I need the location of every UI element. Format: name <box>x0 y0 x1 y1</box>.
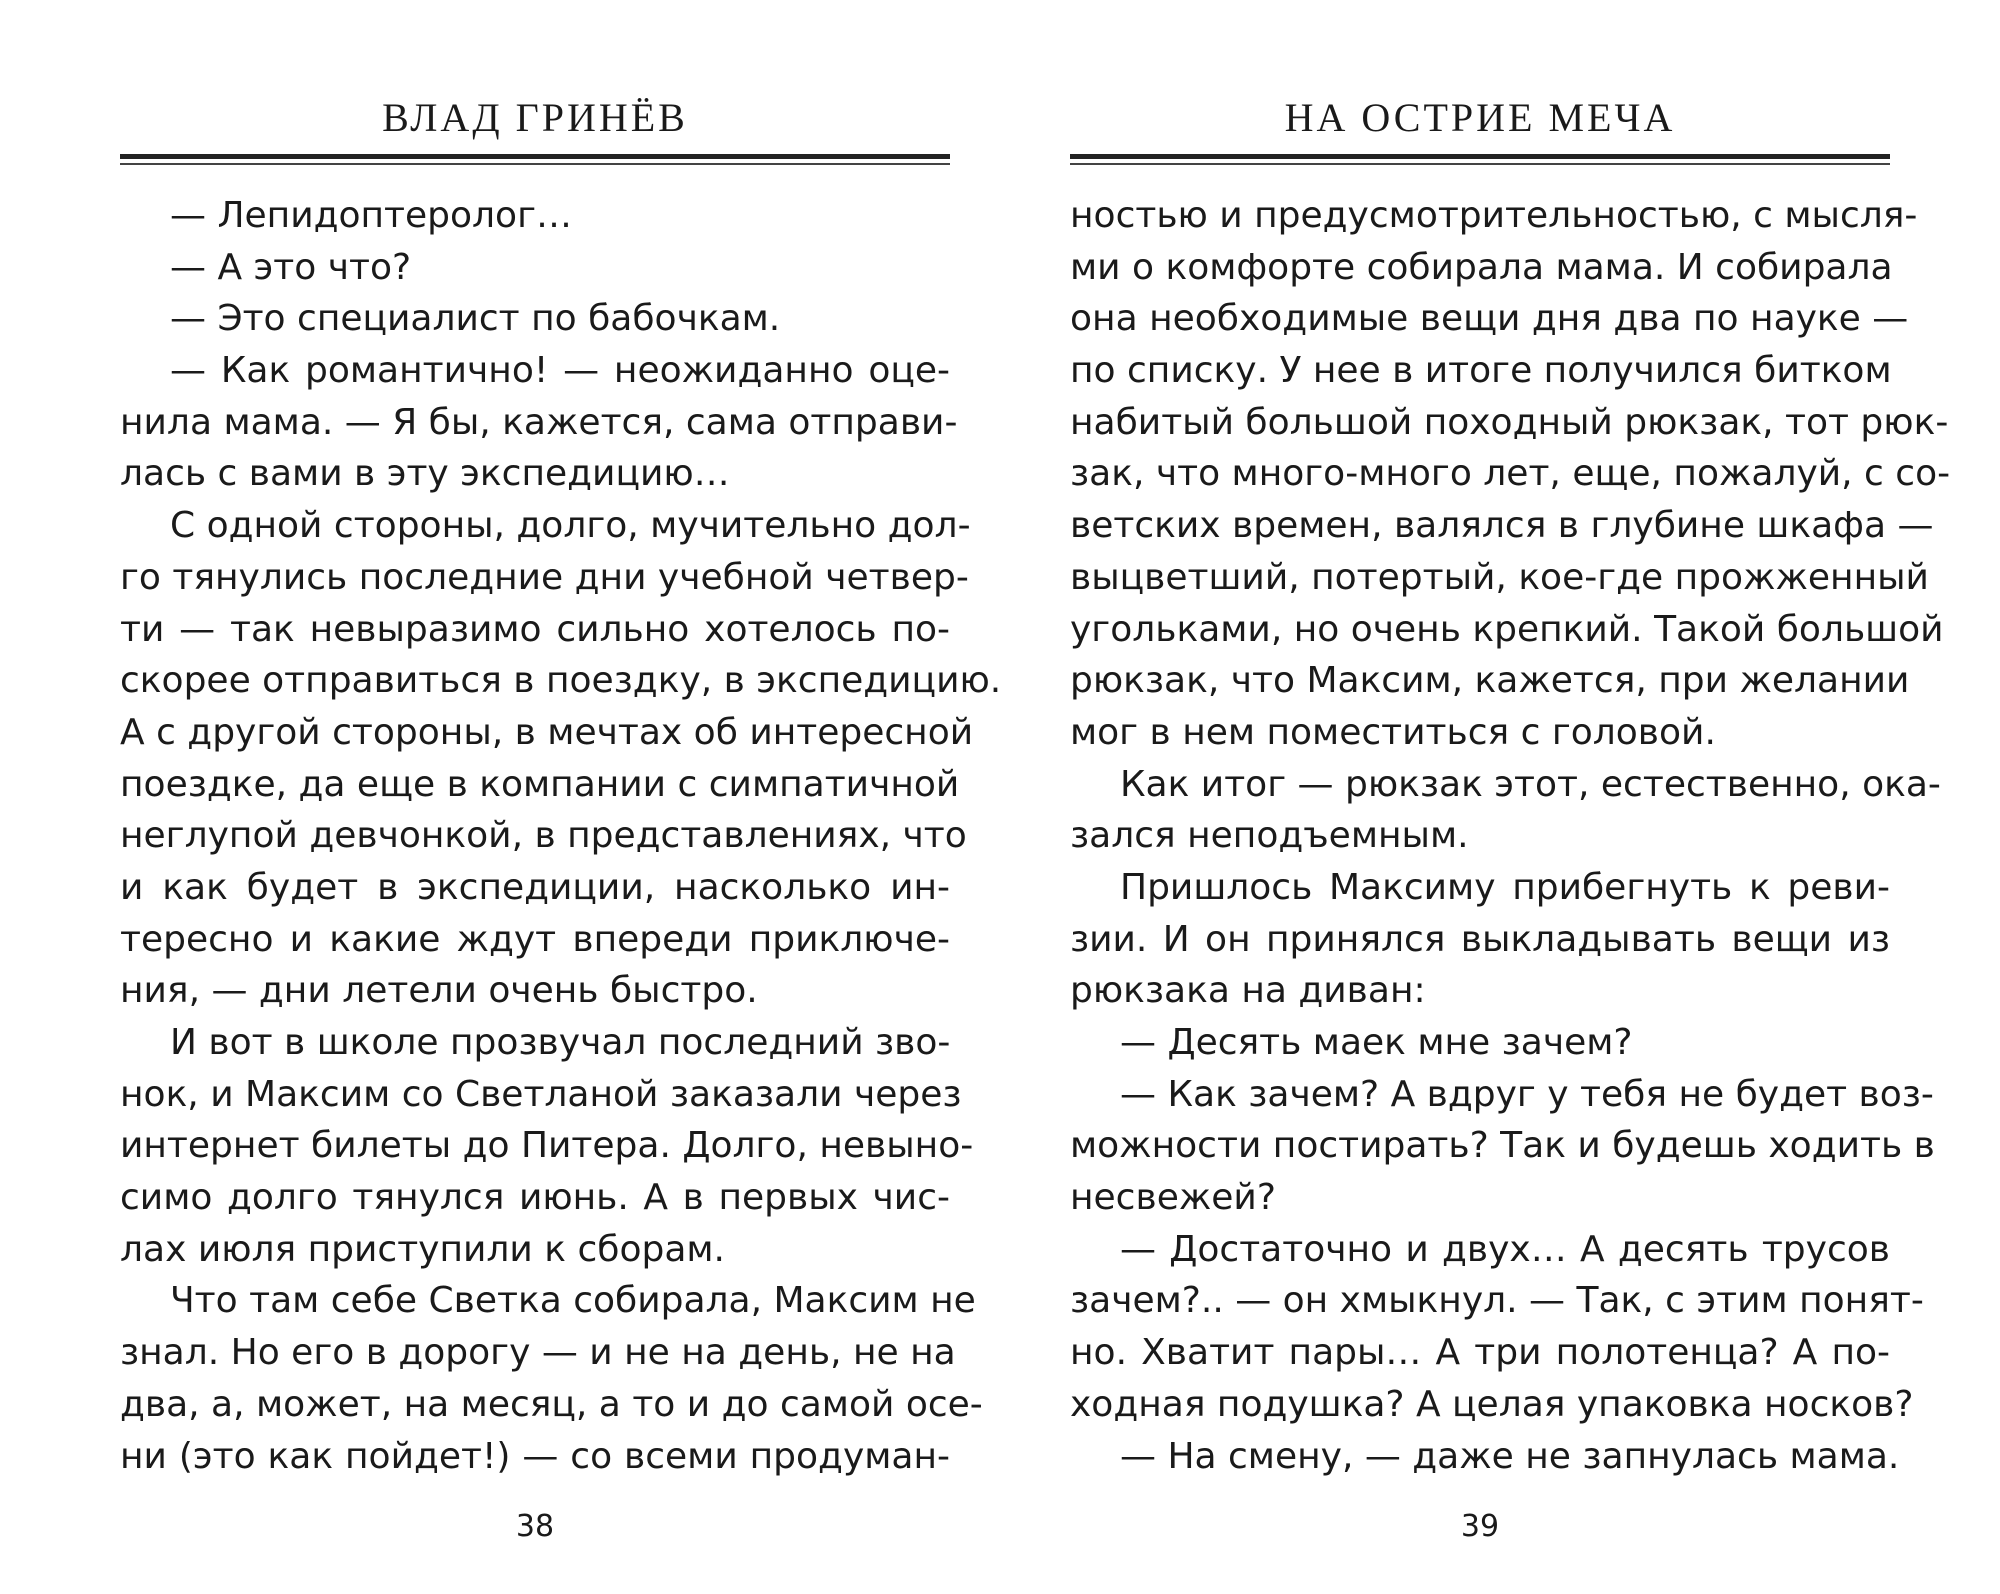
text-line: поездке, да еще в компании с симпатичной <box>120 763 960 805</box>
text-line: набитый большой походный рюкзак, тот рюк- <box>1070 401 1949 443</box>
text-line: неглупой девчонкой, в представлениях, что <box>120 815 967 857</box>
text-line: С одной стороны, долго, мучительно дол- <box>170 505 971 547</box>
text-line: ти — так невыразимо сильно хотелось по- <box>120 608 950 650</box>
right-page-number: 39 <box>1460 1509 1500 1544</box>
text-line: по списку. У нее в итоге получился битком <box>1070 350 1892 392</box>
text-line: — Это специалист по бабочкам. <box>170 298 781 340</box>
right-running-head: НА ОСТРИЕ МЕЧА <box>1284 95 1676 140</box>
text-line: — Достаточно и двух… А десять трусов <box>1120 1228 1890 1270</box>
text-line: два, а, может, на месяц, а то и до самой осе- <box>120 1383 983 1425</box>
right-body-text <box>1070 190 1951 1482</box>
text-line: го тянулись последние дни учебной четвер- <box>120 556 969 598</box>
right-header-rule-thick <box>1070 154 1890 159</box>
text-line: — Лепидоптеролог… <box>170 195 572 236</box>
left-page-number: 38 <box>515 1509 555 1544</box>
text-line: И вот в школе прозвучал последний зво- <box>170 1022 951 1063</box>
text-line: ходная подушка? А целая упаковка носков? <box>1070 1383 1914 1425</box>
text-line: ни (это как пойдет!) — со всеми продуман- <box>120 1435 950 1477</box>
text-line: тересно и какие ждут впереди приключе- <box>120 918 950 960</box>
text-line: рюкзак, что Максим, кажется, при желании <box>1070 660 1910 702</box>
text-line: зачем?.. — он хмыкнул. — Так, с этим понят- <box>1070 1280 1924 1322</box>
right-page <box>1070 0 1951 1594</box>
text-line: — Как романтично! — неожиданно оце- <box>170 350 950 392</box>
text-line: интернет билеты до Питера. Долго, невыно- <box>120 1125 974 1167</box>
text-line: нила мама. — Я бы, кажется, сама отправи- <box>120 401 958 443</box>
text-line: зался неподъемным. <box>1070 815 1469 857</box>
text-line: зак, что много-много лет, еще, пожалуй, с со- <box>1070 453 1951 495</box>
text-line: Что там себе Светка собирала, Максим не <box>170 1280 976 1322</box>
left-running-head: ВЛАД ГРИНЁВ <box>382 95 688 140</box>
text-line: нок, и Максим со Светланой заказали через <box>120 1073 962 1115</box>
left-page <box>120 0 1002 1594</box>
text-line: Как итог — рюкзак этот, естественно, ока- <box>1120 763 1941 805</box>
text-line: зии. И он принялся выкладывать вещи из <box>1070 918 1890 960</box>
text-line: можности постирать? Так и будешь ходить в <box>1070 1125 1935 1167</box>
text-line: мог в нем поместиться с головой. <box>1070 711 1716 753</box>
text-line: симо долго тянулся июнь. А в первых чис- <box>120 1177 950 1219</box>
right-header-rule <box>1070 154 1890 166</box>
text-line: лах июля приступили к сборам. <box>120 1228 725 1270</box>
text-line: выцветший, потертый, кое-где прожженный <box>1070 556 1929 598</box>
text-line: ностью и предусмотрительностью, с мысля- <box>1070 195 1918 236</box>
text-line: ветских времен, валялся в глубине шкафа — <box>1070 505 1934 547</box>
right-header-rule-thin <box>1070 163 1890 165</box>
text-line: А с другой стороны, в мечтах об интересной <box>120 711 974 753</box>
text-line: знал. Но его в дорогу — и не на день, не на <box>120 1332 956 1374</box>
text-line: — Как зачем? А вдруг у тебя не будет воз- <box>1120 1073 1934 1115</box>
text-line: угольками, но очень крепкий. Такой большой <box>1070 608 1944 650</box>
text-line: лась с вами в эту экспедицию… <box>120 453 730 495</box>
text-line: ми о комфорте собирала мама. И собирала <box>1070 246 1893 288</box>
text-line: скорее отправиться в поездку, в экспедицию. <box>120 660 1002 702</box>
text-line: но. Хватит пары… А три полотенца? А по- <box>1070 1332 1890 1374</box>
text-line: — Десять маек мне зачем? <box>1120 1022 1633 1063</box>
left-body-text <box>120 190 1002 1482</box>
text-line: — На смену, — даже не запнулась мама. <box>1120 1435 1900 1477</box>
left-header-rule-thick <box>120 154 950 159</box>
text-line: рюкзака на диван: <box>1070 970 1426 1012</box>
text-line: и как будет в экспедиции, насколько ин- <box>120 866 950 908</box>
text-line: ния, — дни летели очень быстро. <box>120 970 758 1012</box>
text-line: — А это что? <box>170 246 412 288</box>
text-line: Пришлось Максиму прибегнуть к реви- <box>1120 866 1890 908</box>
left-header-rule-thin <box>120 163 950 165</box>
text-line: несвежей? <box>1070 1177 1276 1219</box>
text-line: она необходимые вещи дня два по науке — <box>1070 298 1909 340</box>
left-header-rule <box>120 154 950 166</box>
